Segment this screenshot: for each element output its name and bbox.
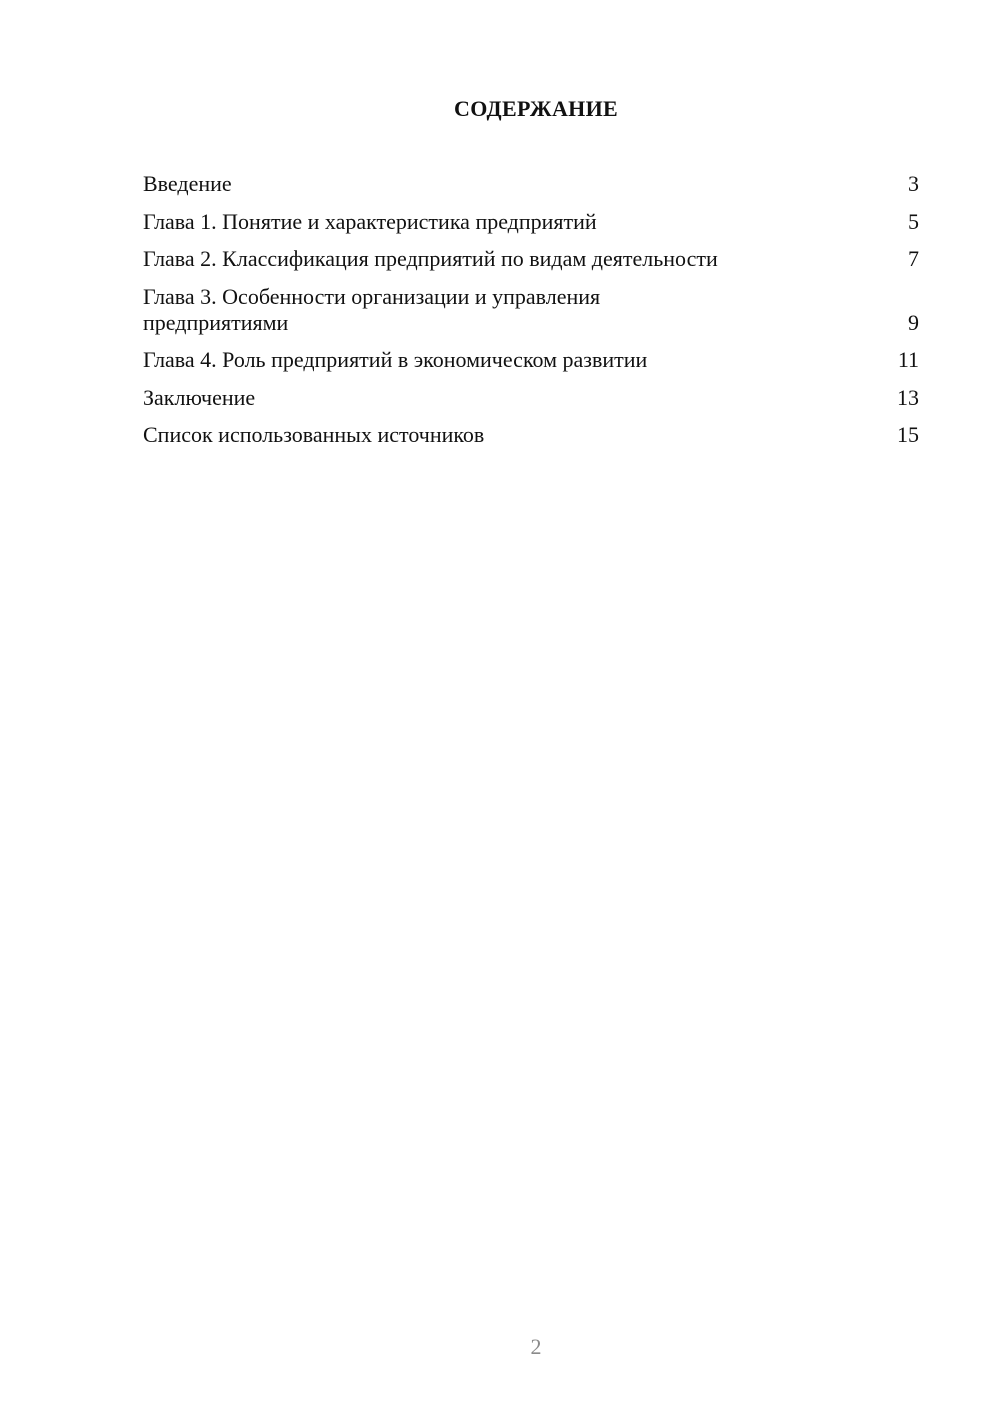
toc-entry-page: 5: [908, 208, 919, 234]
toc-entry-title: Заключение: [143, 384, 256, 410]
toc-entry-chapter-4: [143, 347, 919, 373]
page-number: 2: [530, 1334, 542, 1359]
toc-entry-chapter-2: [143, 246, 919, 272]
toc-entry-title: Глава 3. Особенности организации и управления предприятиями: [143, 283, 601, 335]
toc-list: [143, 171, 919, 460]
toc-entry-title: Глава 4. Роль предприятий в экономическом развитии: [143, 347, 648, 372]
toc-entry-conclusion: [143, 385, 919, 411]
toc-entry-page: 9: [908, 309, 919, 335]
toc-entry-title: Глава 1. Понятие и характеристика предприятий: [143, 208, 597, 234]
toc-entry-title: Глава 2. Классификация предприятий по видам деятельности: [143, 246, 718, 271]
toc-entry-page: 13: [897, 384, 919, 410]
toc-entry-page: 7: [908, 246, 919, 271]
toc-entry-references: [143, 422, 919, 448]
toc-heading: СОДЕРЖАНИЕ: [454, 96, 618, 121]
toc-entry-page: 3: [908, 171, 919, 196]
toc-entry-page: 15: [897, 422, 919, 447]
toc-entry-chapter-1: [143, 209, 919, 235]
toc-entry-introduction: [143, 171, 919, 197]
toc-entry-chapter-3: [143, 284, 919, 336]
toc-entry-title: Введение: [143, 171, 232, 196]
toc-entry-title: Список использованных источников: [143, 422, 485, 447]
toc-entry-page: 11: [897, 347, 919, 372]
